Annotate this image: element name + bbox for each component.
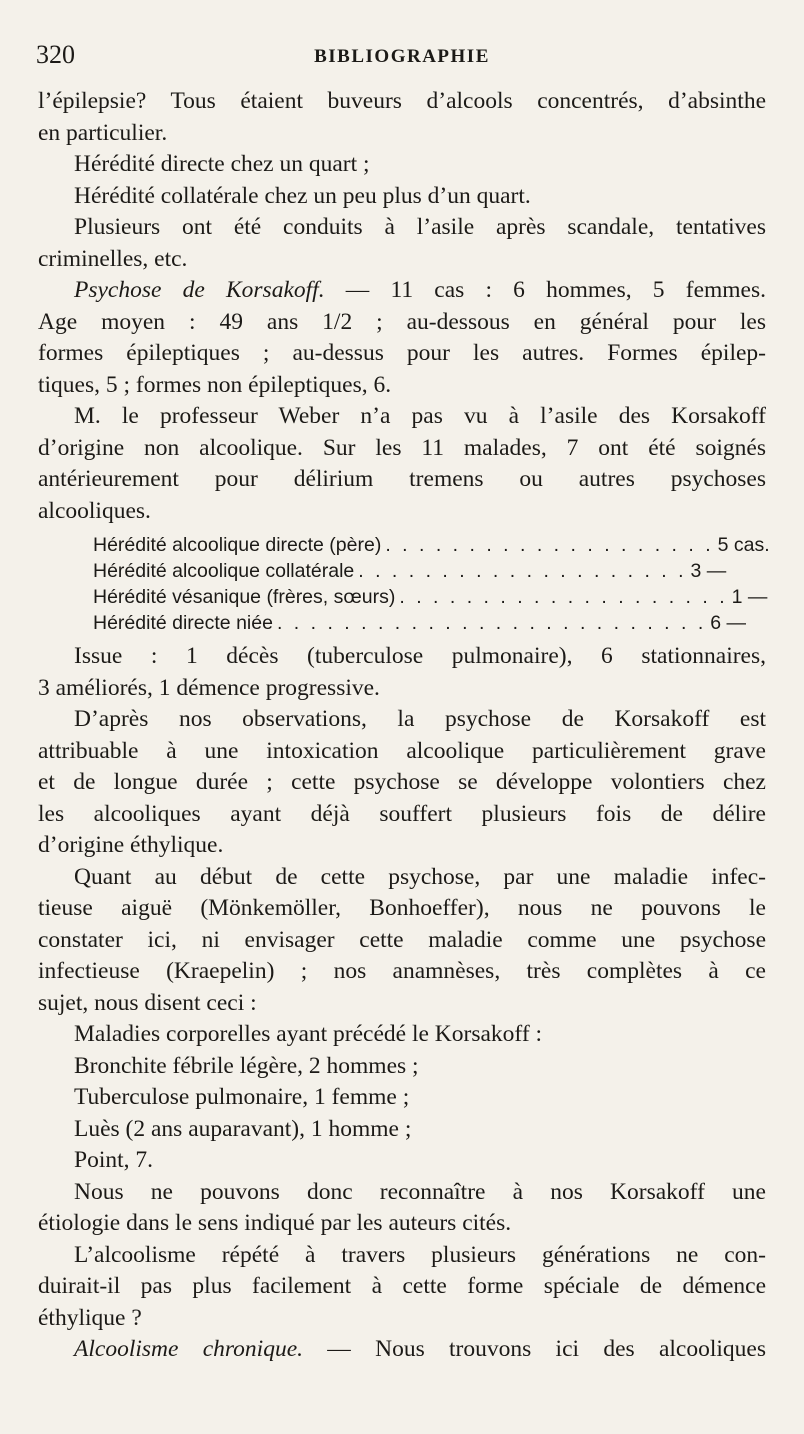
row-label: Hérédité alcoolique collatérale: [93, 560, 355, 582]
text-line: criminelles, etc.: [38, 245, 188, 272]
text-line: constater ici, ni envisager cette maladie comme une psychose: [38, 926, 766, 953]
text-line: Luès (2 ans auparavant), 1 homme ;: [74, 1115, 412, 1142]
text-line: antérieurement pour délirium tremens ou autres psychoses: [38, 466, 766, 492]
text-line: Bronchite fébrile légère, 2 hommes ;: [74, 1052, 419, 1079]
dot-leader: . . . . . . . . . . . . . . . . . . . . . . . . . .: [276, 612, 707, 634]
page-header: [36, 40, 768, 76]
text-line: alcooliques.: [38, 497, 151, 524]
text-line: étiologie dans le sens indiqué par les auteurs cités.: [38, 1210, 512, 1236]
page-body: [38, 86, 770, 1366]
text-line: Tuberculose pulmonaire, 1 femme ;: [74, 1084, 410, 1110]
text-line: d’origine éthylique.: [38, 832, 224, 858]
table-row: [93, 558, 727, 584]
text-line: Maladies corporelles ayant précédé le Korsakoff :: [74, 1021, 543, 1047]
text-line: et de longue durée ; cette psychose se développe volontiers chez: [38, 769, 766, 795]
row-label: Hérédité directe niée: [93, 612, 273, 634]
text-line: duirait-il pas plus facilement à cette forme spéciale de démence: [38, 1273, 766, 1299]
section-heading-korsakoff: Psychose de Korsakoff.: [74, 277, 325, 303]
text-line: Quant au début de cette psychose, par une maladie infec-: [74, 863, 766, 890]
text-line: M. le professeur Weber n’a pas vu à l’asile des Korsakoff: [74, 403, 766, 429]
row-value: 5 cas.: [717, 534, 770, 556]
text-line: Plusieurs ont été conduits à l’asile après scandale, tentatives: [74, 214, 766, 240]
dot-leader: . . . . . . . . . . . . . . . . . . . .: [399, 586, 728, 608]
text-line: d’origine non alcoolique. Sur les 11 malades, 7 ont été soignés: [38, 434, 766, 461]
section-heading-line: [38, 275, 766, 307]
text-line: sujet, nous disent ceci :: [38, 989, 257, 1016]
text-line: éthylique ?: [38, 1304, 142, 1331]
row-value: 6 —: [710, 612, 747, 634]
dot-leader: . . . . . . . . . . . . . . . . . . . .: [358, 560, 687, 582]
text-line: attribuable à une intoxication alcoolique particulièrement grave: [38, 737, 766, 764]
text-line: en particulier.: [38, 119, 168, 146]
row-value: 1 —: [731, 586, 768, 608]
section-heading-line: [38, 1334, 766, 1366]
row-value: 3 —: [690, 560, 727, 582]
text-line: les alcooliques ayant déjà souffert plusieurs fois de délire: [38, 800, 766, 827]
text-line: L’alcoolisme répété à travers plusieurs générations ne con-: [74, 1241, 766, 1268]
heredity-table: [38, 532, 770, 636]
text-line: l’épilepsie? Tous étaient buveurs d’alcools concentrés, d’absinthe: [38, 88, 766, 114]
text-line: D’après nos observations, la psychose de Korsakoff est: [74, 706, 766, 732]
dot-leader: . . . . . . . . . . . . . . . . . . . .: [385, 534, 714, 556]
row-label: Hérédité alcoolique directe (père): [93, 534, 382, 556]
table-row: [93, 610, 747, 636]
text-line: tiques, 5 ; formes non épileptiques, 6.: [38, 371, 392, 398]
text-line: formes épileptiques ; au-dessus pour les autres. Formes épilep-: [38, 340, 766, 366]
table-row: [93, 584, 768, 610]
table-row: [93, 532, 770, 558]
text-line: Point, 7.: [74, 1147, 154, 1173]
text-line: 3 améliorés, 1 démence progressive.: [38, 674, 380, 701]
text-line: — 11 cas : 6 hommes, 5 femmes.: [324, 277, 767, 303]
running-title: BIBLIOGRAPHIE: [314, 46, 490, 67]
text-line: Issue : 1 décès (tuberculose pulmonaire), 6 stationnaires,: [74, 643, 766, 669]
page-number: 320: [36, 40, 75, 69]
text-line: Age moyen : 49 ans 1/2 ; au-dessous en général pour les: [38, 308, 766, 335]
text-line: Nous ne pouvons donc reconnaître à nos Korsakoff une: [74, 1178, 766, 1205]
text-line: Hérédité collatérale chez un peu plus d’un quart.: [74, 182, 531, 209]
row-label: Hérédité vésanique (frères, sœurs): [93, 586, 396, 608]
text-line: infectieuse (Kraepelin) ; nos anamnèses, très complètes à ce: [38, 958, 766, 984]
text-line: Hérédité directe chez un quart ;: [74, 151, 370, 177]
text-line: — Nous trouvons ici des alcooliques: [303, 1336, 766, 1362]
section-heading-alcoolisme: Alcoolisme chronique.: [74, 1336, 304, 1362]
text-line: tieuse aiguë (Mönkemöller, Bonhoeffer), nous ne pouvons le: [38, 895, 766, 921]
